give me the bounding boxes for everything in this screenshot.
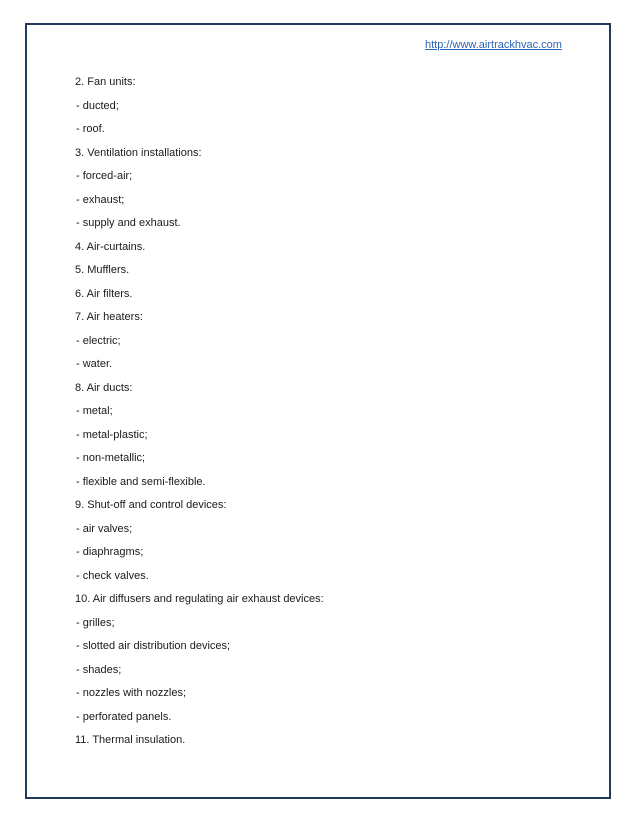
list-item: 9. Shut-off and control devices:	[75, 499, 227, 511]
list-item: - ducted;	[76, 99, 119, 112]
list-item: - check valves.	[76, 569, 149, 582]
list-item: - nozzles with nozzles;	[76, 687, 187, 699]
list-item: - perforated panels.	[76, 710, 172, 723]
list-item: - water.	[76, 358, 113, 370]
list-item: 2. Fan units:	[75, 76, 136, 88]
list-item: - flexible and semi-flexible.	[76, 475, 206, 488]
list-item: - roof.	[76, 123, 105, 135]
list-item: - air valves;	[76, 522, 133, 535]
list-item: 7. Air heaters:	[75, 311, 143, 323]
list-item: - electric;	[76, 334, 121, 347]
list-item: - supply and exhaust.	[76, 217, 181, 229]
list-item: - slotted air distribution devices;	[76, 640, 231, 652]
list-item: - diaphragms;	[76, 546, 144, 558]
list-item: 4. Air-curtains.	[75, 240, 146, 253]
list-item: 11. Thermal insulation.	[75, 734, 186, 746]
list-item: - shades;	[76, 663, 122, 676]
list-item: 5. Mufflers.	[75, 264, 130, 276]
list-item: 3. Ventilation installations:	[75, 146, 202, 159]
list-item: - metal;	[76, 405, 113, 417]
equipment-list	[75, 75, 575, 757]
list-item: 8. Air ducts:	[75, 381, 133, 394]
list-item: - metal-plastic;	[76, 428, 148, 441]
list-item: - non-metallic;	[76, 452, 146, 464]
list-item: 6. Air filters.	[75, 287, 133, 300]
website-link[interactable]: http://www.airtrackhvac.com	[425, 39, 562, 51]
list-item: 10. Air diffusers and regulating air exhaust devices:	[75, 593, 324, 605]
list-item: - grilles;	[76, 616, 115, 629]
list-item: - exhaust;	[76, 193, 125, 206]
list-item: - forced-air;	[76, 170, 133, 182]
